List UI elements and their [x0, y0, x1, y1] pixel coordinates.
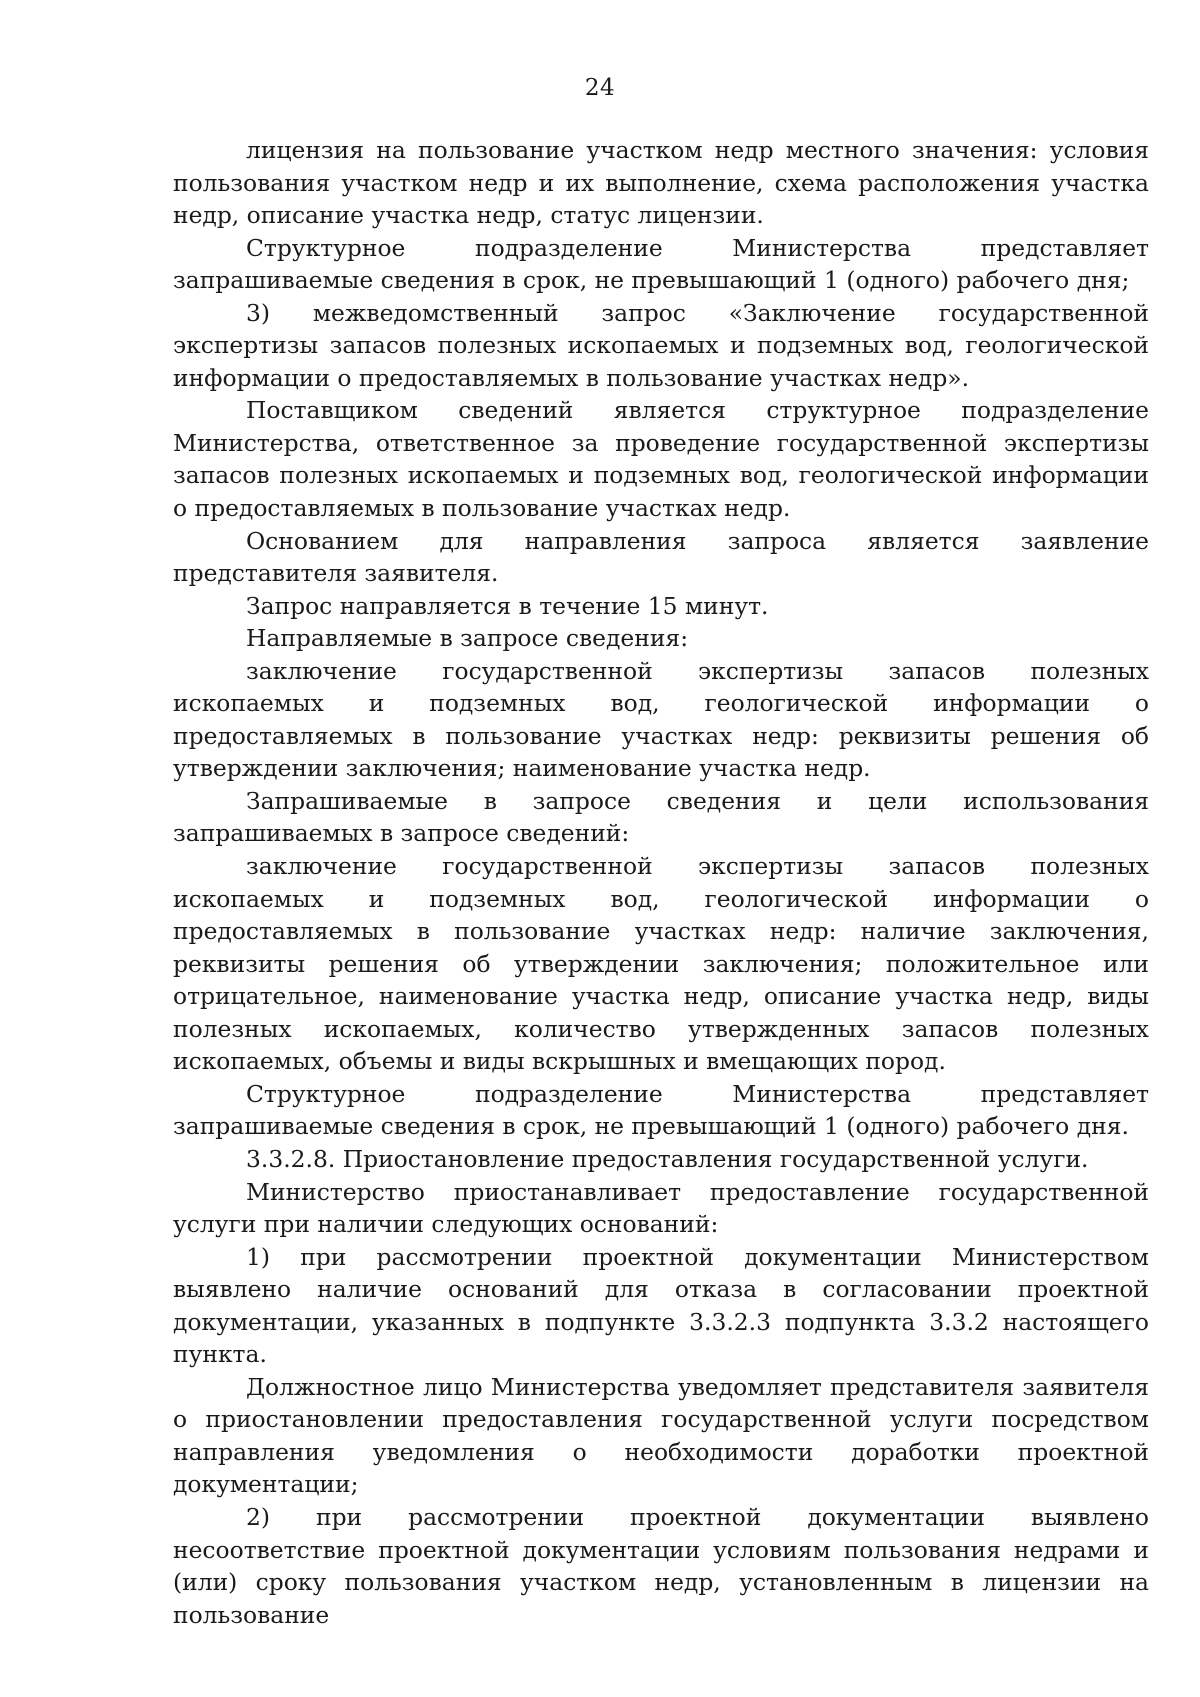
page-number: 24 [584, 75, 616, 101]
paragraph: Структурное подразделение Министерства представляет запрашиваемые сведения в срок, не превышающий 1 (одного) рабочего дня. [173, 1079, 1149, 1141]
paragraph: Должностное лицо Министерства уведомляет представителя заявителя о приостановлении предоставления государственной услуги посредством направления уведомления о необходимости доработки проектной документации; [173, 1372, 1149, 1499]
document-body [173, 134, 1149, 1631]
paragraph: Запрос направляется в течение 15 минут. [246, 591, 769, 620]
paragraph: Министерство приостанавливает предоставление государственной услуги при наличии следующих оснований: [173, 1177, 1149, 1239]
paragraph: лицензия на пользование участком недр местного значения: условия пользования участком недр и их выполнение, схема расположения участка недр, описание участка недр, статус лицензии. [173, 136, 1149, 230]
paragraph: Структурное подразделение Министерства представляет запрашиваемые сведения в срок, не превышающий 1 (одного) рабочего дня; [173, 233, 1149, 295]
paragraph: 2) при рассмотрении проектной документации выявлено несоответствие проектной документации условиям пользования недрами и (или) сроку пользования участком недр, установленным в лицензии на пользование [173, 1502, 1149, 1629]
paragraph: Поставщиком сведений является структурное подразделение Министерства, ответственное за проведение государственной экспертизы запасов полезных ископаемых и подземных вод, геологической информации о предоставляемых в пользование участках недр. [173, 396, 1149, 523]
paragraph: 1) при рассмотрении проектной документации Министерством выявлено наличие оснований для отказа в согласовании проектной документации, указанных в подпункте 3.3.2.3 подпункта 3.3.2 настоящего пункта. [173, 1242, 1149, 1369]
paragraph: заключение государственной экспертизы запасов полезных ископаемых и подземных вод, геологической информации о предоставляемых в пользование участках недр: реквизиты решения об утверждении заключения; наименование участка недр. [173, 656, 1149, 783]
paragraph: Направляемые в запросе сведения: [246, 624, 689, 653]
paragraph: заключение государственной экспертизы запасов полезных ископаемых и подземных вод, геологической информации о предоставляемых в пользование участках недр: наличие заключения, реквизиты решения об утверждении заключения; положительное или отрицательное, наименование участка недр, описание участка недр, виды полезных ископаемых, количество утвержденных запасов полезных ископаемых, объемы и виды вскрышных и вмещающих пород. [173, 852, 1149, 1076]
paragraph: 3) межведомственный запрос «Заключение государственной экспертизы запасов полезных ископаемых и подземных вод, геологической информации о предоставляемых в пользование участках недр». [173, 298, 1149, 392]
paragraph: Запрашиваемые в запросе сведения и цели использования запрашиваемых в запросе сведений: [173, 786, 1149, 848]
paragraph: Основанием для направления запроса является заявление представителя заявителя. [173, 526, 1149, 588]
section-heading: 3.3.2.8. Приостановление предоставления государственной услуги. [246, 1144, 1089, 1173]
